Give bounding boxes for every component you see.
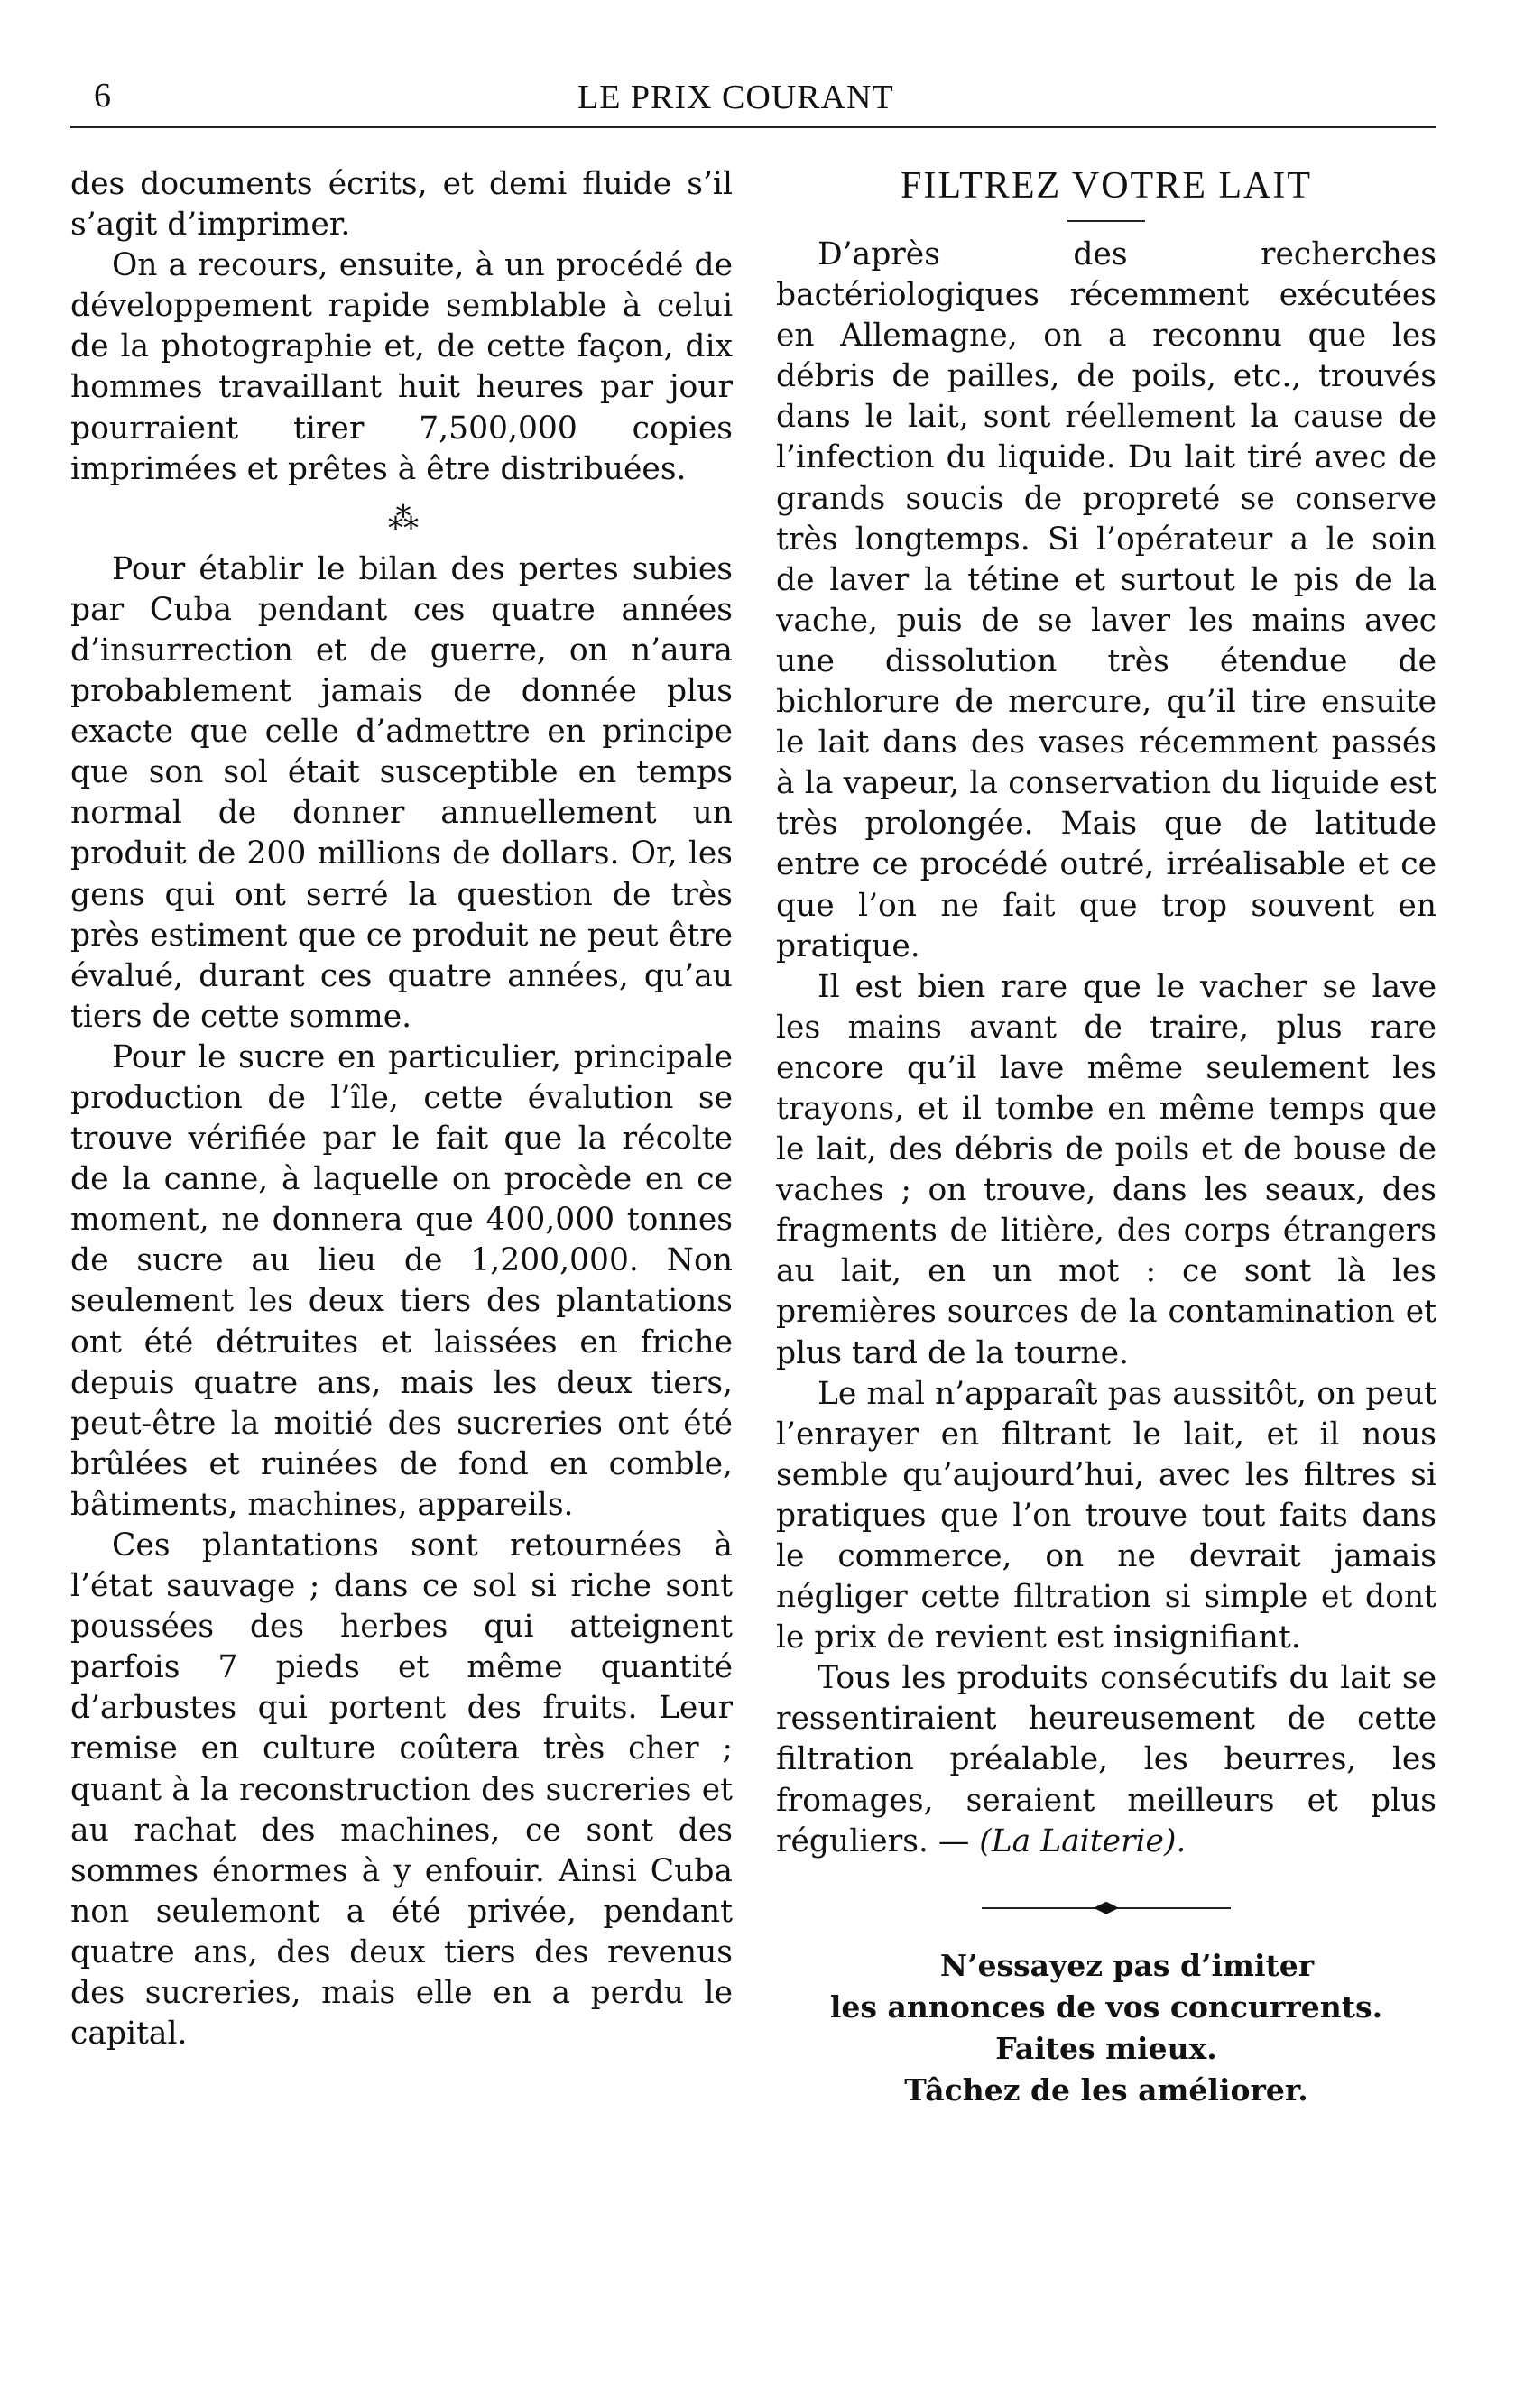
advertising-notice: [776, 1945, 1436, 2111]
paragraph-printing-process: On a recours, ensuite, à un procédé de développement rapide semblable à celui de la photographie et, de cette façon, dix hommes travaillant huit heures par jour pourraient tirer 7,500,000 copies imprimées et prêtes à être distribuées.: [70, 247, 733, 487]
source-citation: (La Laiterie).: [979, 1822, 1187, 1859]
paragraph-filtering: Le mal n’apparaît pas aussitôt, on peut l’enrayer en filtrant le lait, et il nous semble qu’aujourd’hui, avec les filtres si pratiques que l’on trouve tout faits dans le commerce, on ne devrait jamais négliger cette filtration si simple et dont le prix de revient est insignifiant.: [776, 1375, 1436, 1656]
continued-text: des documents écrits, et demi fluide s’il s’agit d’imprimer.: [70, 166, 733, 244]
paragraph-bacteriological-research: D’après des recherches bactériologiques récemment exécutées en Allemagne, on a reconnu que les débris de pailles, de poils, etc., trouvés dans le lait, sont réellement la cause de l’infection du liquide. Du lait tiré avec de grands soucis de propreté se conserve très longtemps. Si l’opérateur a le soin de laver la tétine et surtout le pis de la vache, puis de se laver les mains avec une dissolution très étendue de bichlorure de mercure, qu’il tire ensuite le lait dans des vases récemment passés à la vapeur, la conservation du liquide est très prolongée. Mais que de latitude entre ce procédé outré, irréalisable et ce que l’on ne fait que trop souvent en pratique.: [776, 236, 1436, 964]
article-title: FILTREZ VOTRE LAIT: [901, 165, 1312, 207]
paragraph-milking-hygiene: Il est bien rare que le vacher se lave les mains avant de traire, plus rare encore qu’il lave même seulement les trayons, et il tombe en même temps que le lait, des débris de poils et de bouse de vaches ; on trouve, dans les seaux, des fragments de litière, des corps étrangers au lait, en un mot : ce sont là les premières sources de la contamination et plus tard de la tourne.: [776, 968, 1436, 1371]
ornament-divider: [982, 1902, 1231, 1914]
notice-line-1: N’essayez pas d’imiter: [939, 1947, 1315, 1983]
paragraph-sugar-production: Pour le sucre en particulier, principale production de l’île, cette évalution se trouve vérifiée par le fait que la récolte de la canne, à laquelle on procède en ce moment, ne donnera que 400,000 tonnes de sucre au lieu de 1,200,000. Non seulement les deux tiers des plantations ont été détruites et laissées en friche depuis quatre ans, mais les deux tiers, peut-être la moitié des sucreries ont été brûlées et ruinées de fond en comble, bâtiments, machines, appareils.: [70, 1038, 733, 1523]
paragraph-cuba-losses: Pour établir le bilan des pertes subies par Cuba pendant ces quatre années d’insurrection et de guerre, on n’aura probablement jamais de donnée plus exacte que celle d’admettre en principe que son sol était susceptible en temps normal de donner annuellement un produit de 200 millions de dollars. Or, les gens qui ont serré la question de très près estiment que ce produit ne peut être évalué, durant ces quatre années, qu’au tiers de cette somme.: [70, 550, 733, 1035]
title-rule: [1067, 220, 1145, 222]
left-column: [70, 164, 733, 2054]
page-number: 6: [94, 77, 112, 115]
asterism-glyph: ⁂: [388, 500, 415, 537]
paragraph-plantations: Ces plantations sont retournées à l’état sauvage ; dans ce sol si riche sont poussées des herbes qui atteignent parfois 7 pieds et même quantité d’arbustes qui portent des fruits. Leur remise en culture coûtera très cher ; quant à la reconstruction des sucreries et au rachat des machines, ce sont des sommes énormes à y enfouir. Ainsi Cuba non seulemont a été privée, pendant quatre ans, des deux tiers des revenus des sucreries, mais elle en a perdu le capital.: [70, 1527, 733, 2053]
diamond-icon: [1094, 1902, 1119, 1914]
asterism-separator: [70, 501, 733, 537]
header-rule: [70, 126, 1436, 128]
notice-line-2: les annonces de vos concurrents. Faites mieux.: [829, 1988, 1383, 2066]
paragraph-products: [776, 1658, 1436, 1861]
page-header: [70, 70, 1436, 134]
running-head-title: LE PRIX COURANT: [577, 78, 894, 116]
paragraph-products-text: Tous les produits consécutifs du lait se ressentiraient heureusement de cette filtration préalable, les beurres, les fromages, seraient meilleurs et plus réguliers. —: [776, 1660, 1436, 1859]
right-column: [776, 164, 1436, 2111]
newspaper-page: [70, 70, 1436, 2108]
notice-line-3: Tâchez de les améliorer.: [904, 2071, 1308, 2108]
